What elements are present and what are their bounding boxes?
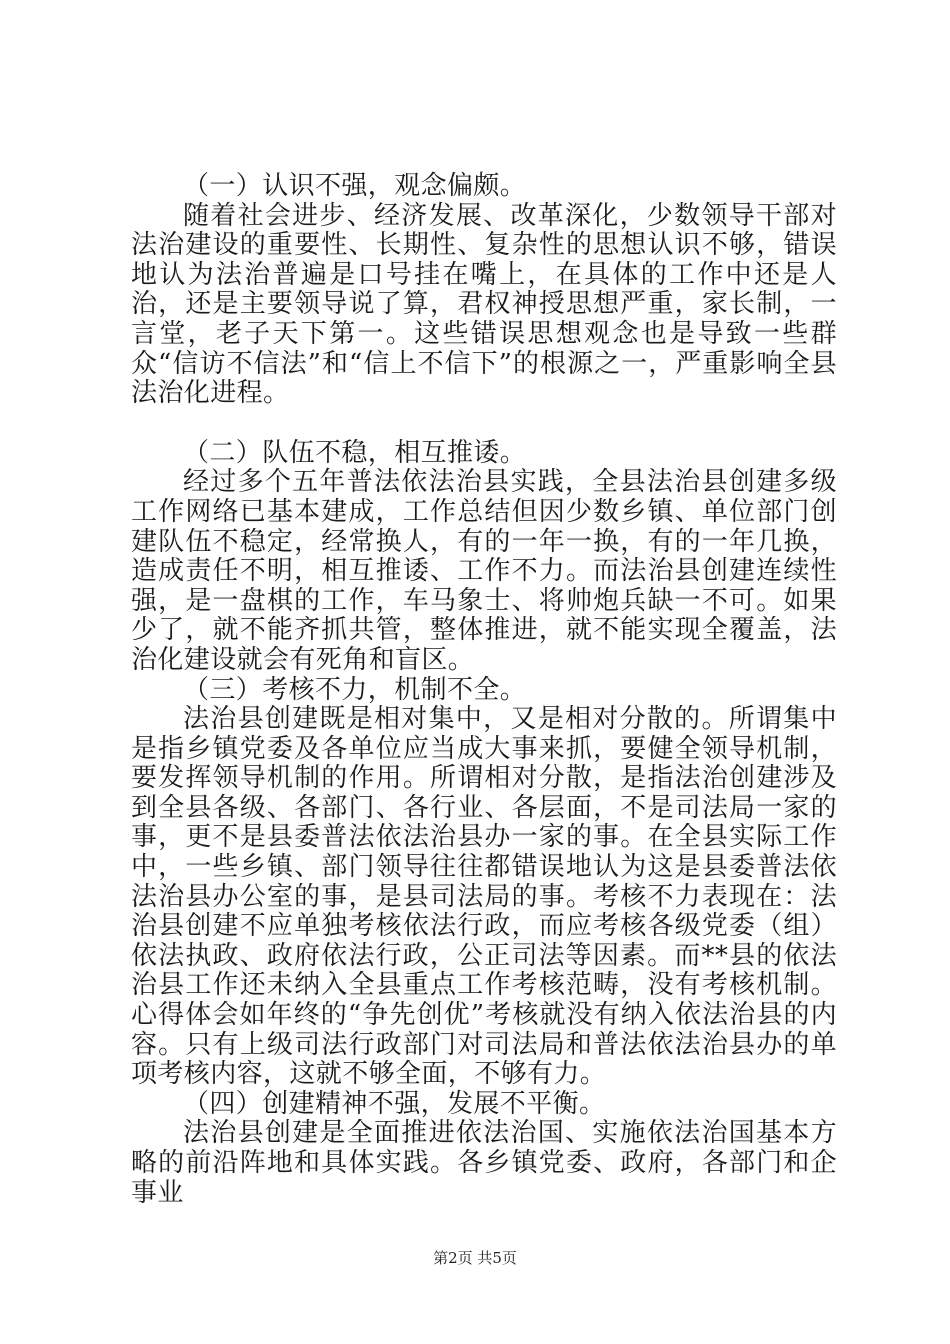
section-paragraph-4: 法治县创建是全面推进依法治国、实施依法治国基本方略的前沿阵地和具体实践。各乡镇党委、政府，各部门和企事业 [131,1118,837,1208]
section-paragraph-1: 随着社会进步、经济发展、改革深化，少数领导干部对法治建设的重要性、长期性、复杂性的思想认识不够，错误地认为法治普遍是口号挂在嘴上，在具体的工作中还是人治，还是主要领导说了算，君权神授思想严重，家长制，一言堂，老子天下第一。这些错误思想观念也是导致一些群众“信访不信法”和“信上不信下”的根源之一，严重影响全县法治化进程。 [131,200,837,409]
section-heading-3: （三）考核不力，机制不全。 [183,674,527,705]
document-body [131,172,837,1208]
section-paragraph-3: 法治县创建既是相对集中，又是相对分散的。所谓集中是指乡镇党委及各单位应当成大事来抓，要健全领导机制，要发挥领导机制的作用。所谓相对分散，是指法治创建涉及到全县各级、各部门、各行业、各层面，不是司法局一家的事，更不是县委普法依法治县办一家的事。在全县实际工作中，一些乡镇、部门领导往往都错误地认为这是县委普法依法治县办公室的事，是县司法局的事。考核不力表现在：法治县创建不应单独考核依法行政，而应考核各级党委（组）依法执政、政府依法行政，公正司法等因素。而**县的依法治县工作还未纳入全县重点工作考核范畴，没有考核机制。心得体会如年终的“争先创优”考核就没有纳入依法治县的内容。只有上级司法行政部门对司法局和普法依法治县办的单项考核内容，这就不够全面，不够有力。 [131,704,837,1090]
section-heading-4: （四）创建精神不强，发展不平衡。 [183,1088,606,1119]
section-heading-2: （二）队伍不稳，相互推诿。 [183,437,527,468]
section-gap [131,409,837,439]
section-heading-1: （一）认识不强，观念偏颇。 [183,171,527,201]
page-number-footer: 第2页 共5页 [433,1249,517,1267]
section-paragraph-2: 经过多个五年普法依法治县实践，全县法治县创建多级工作网络已基本建成，工作总结但因少数乡镇、单位部门创建队伍不稳定，经常换人，有的一年一换，有的一年几换，造成责任不明，相互推诿、工作不力。而法治县创建连续性强，是一盘棋的工作，车马象士、将帅炮兵缺一不可。如果少了，就不能齐抓共管，整体推进，就不能实现全覆盖，法治化建设就会有死角和盲区。 [131,467,837,675]
